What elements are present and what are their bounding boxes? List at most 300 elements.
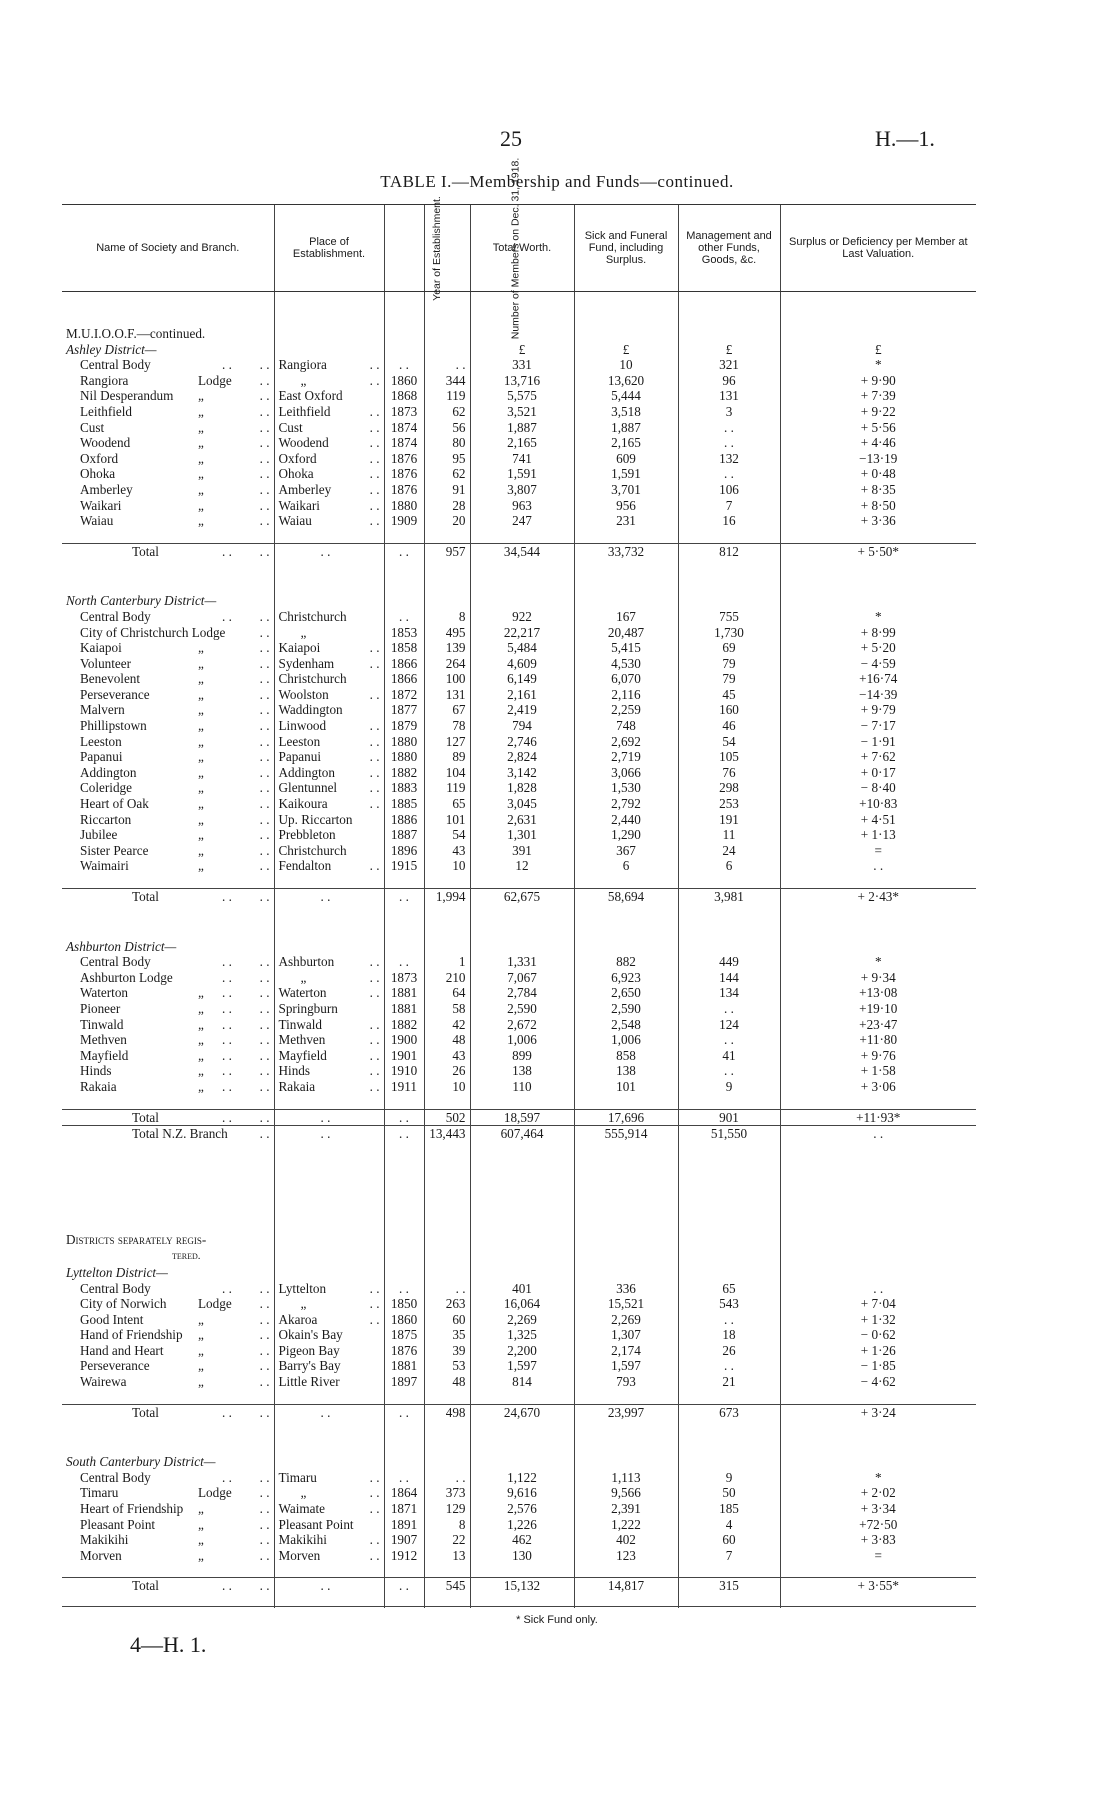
sick-fund-cell — [574, 1232, 678, 1248]
branch-name: Wairewa — [80, 1374, 127, 1390]
sick-fund-cell: 9,566 — [574, 1485, 678, 1501]
sick-fund-cell: 956 — [574, 498, 678, 514]
sick-fund-cell — [574, 939, 678, 955]
total-worth-cell: 794 — [470, 718, 574, 734]
place-name: Morven — [278, 1547, 321, 1563]
management-cell: 11 — [678, 827, 780, 843]
total-worth-cell: 462 — [470, 1532, 574, 1548]
spacer-cell — [470, 529, 574, 544]
total-worth-cell: 1,828 — [470, 780, 574, 796]
members-cell: 26 — [424, 1063, 470, 1079]
surplus-cell — [780, 1454, 976, 1470]
total-worth-cell — [470, 1265, 574, 1281]
table-row — [62, 1358, 976, 1374]
members-cell — [424, 939, 470, 955]
place-name: Waimate — [278, 1501, 326, 1517]
name-cell — [62, 357, 274, 373]
total-worth-cell: 2,631 — [470, 812, 574, 828]
total-worth-cell: 16,064 — [470, 1296, 574, 1312]
place-cell — [274, 1296, 384, 1312]
members-cell: 131 — [424, 687, 470, 703]
branch-name: Methven — [80, 1032, 127, 1048]
management-cell: 543 — [678, 1296, 780, 1312]
sick-fund-cell: 2,548 — [574, 1017, 678, 1033]
table-row — [62, 796, 976, 812]
management-cell: 41 — [678, 1048, 780, 1064]
name-cell — [62, 373, 274, 389]
total-worth-cell — [470, 1232, 574, 1248]
section-heading-row — [62, 342, 976, 358]
branch-name: Volunteer — [80, 655, 132, 671]
place-cell — [274, 466, 384, 482]
total-worth-cell: 18,597 — [470, 1109, 574, 1126]
header-row — [62, 205, 976, 292]
surplus-cell: + 5·56 — [780, 420, 976, 436]
place-name: . . — [320, 1404, 331, 1420]
year-cell: 1875 — [384, 1327, 424, 1343]
place-name: Papanui — [278, 749, 321, 765]
branch-name: tered. — [172, 1250, 201, 1263]
leader-dots: . . — [259, 749, 270, 765]
spacer-cell — [780, 1563, 976, 1578]
management-cell: 76 — [678, 765, 780, 781]
sick-fund-cell: 1,307 — [574, 1327, 678, 1343]
total-worth-cell: 2,746 — [470, 734, 574, 750]
sick-fund-cell: 2,440 — [574, 812, 678, 828]
surplus-cell: − 4·62 — [780, 1374, 976, 1390]
sick-fund-cell: 2,650 — [574, 985, 678, 1001]
lodge-marker: „ — [198, 1532, 204, 1548]
leader-dots: . . — [259, 388, 270, 404]
surplus-cell: + 1·26 — [780, 1343, 976, 1359]
members-cell: 62 — [424, 404, 470, 420]
leader-dots: . . — [259, 1485, 270, 1501]
leader-dots: . . — [222, 1578, 232, 1594]
management-cell — [678, 326, 780, 342]
spacer-cell — [274, 1095, 384, 1110]
leader-dots: . . — [369, 1078, 380, 1094]
spacer-cell — [62, 1563, 274, 1578]
sick-fund-cell: 609 — [574, 451, 678, 467]
members-cell: . . — [424, 1281, 470, 1297]
management-cell: 7 — [678, 498, 780, 514]
name-cell — [62, 1247, 274, 1265]
leader-dots: . . — [259, 954, 270, 970]
spacer-cell — [574, 529, 678, 544]
sick-fund-cell: 793 — [574, 1374, 678, 1390]
spacer-cell — [424, 1563, 470, 1578]
spacer-cell — [274, 1563, 384, 1578]
table-row — [62, 498, 976, 514]
name-cell — [62, 1001, 274, 1017]
management-cell: . . — [678, 1312, 780, 1328]
surplus-cell: + 3·83 — [780, 1532, 976, 1548]
branch-name: Riccarton — [80, 811, 132, 827]
sick-fund-cell: 402 — [574, 1532, 678, 1548]
surplus-cell: . . — [780, 858, 976, 874]
management-cell: 191 — [678, 812, 780, 828]
branch-name: Benevolent — [80, 671, 141, 687]
year-cell: 1874 — [384, 435, 424, 451]
leader-dots: . . — [369, 718, 380, 734]
place-name: Rangiora — [278, 357, 327, 373]
total-worth-cell — [470, 939, 574, 955]
lodge-marker: „ — [198, 827, 204, 843]
lodge-marker: „ — [198, 1342, 204, 1358]
lodge-marker: Lodge — [198, 372, 232, 388]
place-cell — [274, 1485, 384, 1501]
place-name: Christchurch — [278, 671, 347, 687]
year-cell: . . — [384, 609, 424, 625]
year-cell: 1876 — [384, 1343, 424, 1359]
members-cell: 89 — [424, 749, 470, 765]
table-row — [62, 1517, 976, 1533]
year-cell — [384, 939, 424, 955]
place-name: Methven — [278, 1032, 326, 1048]
branch-name: Leeston — [80, 733, 122, 749]
sick-fund-cell: 2,269 — [574, 1312, 678, 1328]
total-worth-cell: 963 — [470, 498, 574, 514]
place-name: Hinds — [278, 1063, 311, 1079]
name-cell — [62, 1454, 274, 1470]
year-cell: 1873 — [384, 970, 424, 986]
leader-dots: . . — [259, 1063, 270, 1079]
year-cell — [384, 1247, 424, 1265]
surplus-cell: + 3·06 — [780, 1079, 976, 1095]
leader-dots: . . — [259, 1404, 270, 1420]
spacer-cell — [424, 559, 470, 593]
leader-dots: . . — [259, 435, 270, 451]
place-name: Rakaia — [278, 1078, 316, 1094]
table-row — [62, 1532, 976, 1548]
surplus-cell: + 4·46 — [780, 435, 976, 451]
leader-dots: . . — [259, 1327, 270, 1343]
sick-fund-cell: 33,732 — [574, 543, 678, 559]
place-name: . . — [320, 889, 331, 904]
members-cell: 64 — [424, 985, 470, 1001]
sick-fund-cell: 123 — [574, 1548, 678, 1564]
spacer-cell — [62, 1142, 274, 1232]
year-cell: 1910 — [384, 1063, 424, 1079]
branch-name: North Canterbury District— — [66, 593, 217, 609]
leader-dots: . . — [222, 1063, 232, 1079]
place-name: Sydenham — [278, 655, 335, 671]
name-cell — [62, 1548, 274, 1564]
table-title: TABLE I.—Membership and Funds—continued. — [380, 172, 734, 191]
table-row — [62, 420, 976, 436]
table-row — [62, 827, 976, 843]
spacer-cell — [678, 1142, 780, 1232]
name-cell — [62, 543, 274, 559]
section-heading-row — [62, 1454, 976, 1470]
lodge-marker: „ — [198, 1047, 204, 1063]
place-name: Makikihi — [278, 1532, 327, 1548]
surplus-cell: * — [780, 954, 976, 970]
branch-name: Timaru — [80, 1485, 119, 1501]
leader-dots: . . — [222, 954, 232, 970]
spacer-row — [62, 1095, 976, 1110]
place-cell — [274, 656, 384, 672]
place-name: „ — [300, 624, 307, 640]
leader-dots: . . — [259, 1358, 270, 1374]
name-cell — [62, 1109, 274, 1126]
total-worth-cell: 4,609 — [470, 656, 574, 672]
surplus-cell: £ — [780, 342, 976, 358]
leader-dots: . . — [369, 481, 380, 497]
leader-dots: . . — [369, 1032, 380, 1048]
management-cell: . . — [678, 420, 780, 436]
spacer-cell — [424, 529, 470, 544]
table-row — [62, 1485, 976, 1501]
management-cell: 45 — [678, 687, 780, 703]
members-cell: 13 — [424, 1548, 470, 1564]
sick-fund-cell: 3,701 — [574, 482, 678, 498]
leader-dots: . . — [259, 1280, 270, 1296]
branch-name: Central Body — [80, 357, 151, 373]
year-cell: 1882 — [384, 765, 424, 781]
spacer-row — [62, 874, 976, 889]
place-cell — [274, 1232, 384, 1248]
place-cell — [274, 734, 384, 750]
place-name: Kaikoura — [278, 796, 328, 812]
place-cell — [274, 970, 384, 986]
spacer-cell — [424, 1420, 470, 1454]
year-cell: 1882 — [384, 1017, 424, 1033]
place-cell — [274, 373, 384, 389]
place-name: Pleasant Point — [278, 1516, 354, 1532]
name-cell — [62, 1470, 274, 1486]
table-row — [62, 451, 976, 467]
sick-fund-cell: 1,113 — [574, 1470, 678, 1486]
members-cell: 80 — [424, 435, 470, 451]
name-cell — [62, 827, 274, 843]
lodge-marker: „ — [198, 1000, 204, 1016]
branch-name: Morven — [80, 1547, 122, 1563]
name-cell — [62, 625, 274, 641]
leader-dots: . . — [259, 764, 270, 780]
total-worth-cell: 331 — [470, 357, 574, 373]
name-cell — [62, 1063, 274, 1079]
management-cell: . . — [678, 435, 780, 451]
branch-name: Rakaia — [80, 1078, 117, 1094]
members-cell: 119 — [424, 388, 470, 404]
leader-dots: . . — [259, 889, 270, 904]
management-cell: 18 — [678, 1327, 780, 1343]
surplus-cell: + 5·20 — [780, 640, 976, 656]
place-name: Mayfield — [278, 1047, 327, 1063]
management-cell: 185 — [678, 1501, 780, 1517]
members-cell — [424, 342, 470, 358]
place-cell — [274, 1578, 384, 1594]
table-row — [62, 1548, 976, 1564]
surplus-cell: * — [780, 357, 976, 373]
name-cell — [62, 1374, 274, 1390]
col-header-year — [384, 196, 443, 301]
lodge-marker: „ — [198, 1016, 204, 1032]
management-cell — [678, 939, 780, 955]
place-cell — [274, 889, 384, 905]
sick-fund-cell: 231 — [574, 513, 678, 529]
year-cell: 1886 — [384, 812, 424, 828]
leader-dots: . . — [369, 749, 380, 765]
sick-fund-cell — [574, 1265, 678, 1281]
lodge-marker: „ — [198, 403, 204, 419]
sick-fund-cell: 23,997 — [574, 1404, 678, 1420]
place-name: Ohoka — [278, 466, 314, 482]
spacer-cell — [470, 1142, 574, 1232]
surplus-cell: + 8·50 — [780, 498, 976, 514]
leader-dots: . . — [222, 1016, 232, 1032]
members-cell: 13,443 — [424, 1126, 470, 1142]
place-cell — [274, 1501, 384, 1517]
year-cell: 1866 — [384, 656, 424, 672]
spacer-cell — [470, 1420, 574, 1454]
sick-fund-cell: 15,521 — [574, 1296, 678, 1312]
total-worth-cell: 110 — [470, 1079, 574, 1095]
sick-fund-cell: 367 — [574, 843, 678, 859]
branch-name: Hand of Friendship — [80, 1327, 183, 1343]
place-name: „ — [300, 1485, 307, 1501]
total-worth-cell: 3,142 — [470, 765, 574, 781]
members-cell: 139 — [424, 640, 470, 656]
lodge-marker: „ — [198, 466, 204, 482]
leader-dots: . . — [222, 1109, 232, 1125]
sick-fund-cell: 2,165 — [574, 435, 678, 451]
year-cell: 1881 — [384, 1358, 424, 1374]
total-worth-cell: 24,670 — [470, 1404, 574, 1420]
table-row — [62, 1501, 976, 1517]
lodge-marker: „ — [198, 388, 204, 404]
leader-dots: . . — [369, 1547, 380, 1563]
leader-dots: . . — [259, 1000, 270, 1016]
place-name: Waikari — [278, 497, 320, 513]
spacer-cell — [424, 1390, 470, 1405]
place-cell — [274, 609, 384, 625]
lodge-marker: „ — [198, 671, 204, 687]
leader-dots: . . — [259, 497, 270, 513]
name-cell — [62, 1281, 274, 1297]
leader-dots: . . — [222, 1000, 232, 1016]
spacer-cell — [274, 292, 384, 327]
spacer-cell — [424, 1095, 470, 1110]
place-name: Tinwald — [278, 1016, 322, 1032]
table-row — [62, 435, 976, 451]
total-worth-cell — [470, 1454, 574, 1470]
sick-fund-cell: 2,719 — [574, 749, 678, 765]
lodge-marker: „ — [198, 640, 204, 656]
leader-dots: . . — [369, 450, 380, 466]
surplus-cell: +72·50 — [780, 1517, 976, 1533]
leader-dots: . . — [259, 780, 270, 796]
spacer-cell — [424, 1142, 470, 1232]
total-worth-cell: 1,301 — [470, 827, 574, 843]
members-cell: 54 — [424, 827, 470, 843]
management-cell: . . — [678, 1358, 780, 1374]
table-row — [62, 1017, 976, 1033]
total-worth-cell: 1,325 — [470, 1327, 574, 1343]
year-cell: 1880 — [384, 749, 424, 765]
surplus-cell: + 3·55* — [780, 1578, 976, 1594]
management-cell: . . — [678, 1001, 780, 1017]
surplus-cell: + 0·17 — [780, 765, 976, 781]
surplus-cell: + 5·50* — [780, 543, 976, 559]
place-cell — [274, 1063, 384, 1079]
place-cell — [274, 671, 384, 687]
members-cell: 210 — [424, 970, 470, 986]
lodge-marker: „ — [198, 435, 204, 451]
management-cell: 106 — [678, 482, 780, 498]
year-cell — [384, 1232, 424, 1248]
sick-fund-cell: £ — [574, 342, 678, 358]
place-cell — [274, 1281, 384, 1297]
spacer-cell — [274, 1390, 384, 1405]
total-worth-cell: 9,616 — [470, 1485, 574, 1501]
leader-dots: . . — [222, 608, 232, 624]
year-cell: . . — [384, 1126, 424, 1142]
place-name: Akaroa — [278, 1311, 318, 1327]
members-cell: 58 — [424, 1001, 470, 1017]
name-cell — [62, 609, 274, 625]
place-name: Christchurch — [278, 608, 347, 624]
year-cell: 1897 — [384, 1374, 424, 1390]
table-row — [62, 718, 976, 734]
management-cell — [678, 1232, 780, 1248]
members-cell — [424, 1247, 470, 1265]
leader-dots: . . — [369, 497, 380, 513]
year-cell: 1866 — [384, 671, 424, 687]
place-cell — [274, 1343, 384, 1359]
spacer-cell — [574, 1563, 678, 1578]
sick-fund-cell: 1,887 — [574, 420, 678, 436]
branch-name: Pioneer — [80, 1000, 121, 1016]
branch-name: Districts separately regis- — [66, 1231, 207, 1247]
place-name: Addington — [278, 764, 335, 780]
name-cell — [62, 1017, 274, 1033]
leader-dots: . . — [369, 1532, 380, 1548]
table-row — [62, 1343, 976, 1359]
spacer-cell — [574, 1420, 678, 1454]
surplus-cell: +19·10 — [780, 1001, 976, 1017]
surplus-cell: − 4·59 — [780, 656, 976, 672]
name-cell — [62, 1578, 274, 1594]
year-cell — [384, 593, 424, 609]
spacer-cell — [678, 1563, 780, 1578]
management-cell: £ — [678, 342, 780, 358]
members-cell: 60 — [424, 1312, 470, 1328]
branch-name: Leithfield — [80, 403, 132, 419]
place-name: Glentunnel — [278, 780, 338, 796]
management-cell: 60 — [678, 1532, 780, 1548]
leader-dots: . . — [369, 686, 380, 702]
leader-dots: . . — [369, 985, 380, 1001]
year-cell: . . — [384, 1404, 424, 1420]
name-cell — [62, 1079, 274, 1095]
leader-dots: . . — [259, 655, 270, 671]
sick-fund-cell: 2,174 — [574, 1343, 678, 1359]
surplus-cell: +10·83 — [780, 796, 976, 812]
spacer-cell — [470, 874, 574, 889]
members-cell: 263 — [424, 1296, 470, 1312]
members-cell: 1,994 — [424, 889, 470, 905]
members-cell: 91 — [424, 482, 470, 498]
members-cell — [424, 326, 470, 342]
members-cell: 373 — [424, 1485, 470, 1501]
surplus-cell: − 0·62 — [780, 1327, 976, 1343]
members-cell — [424, 1454, 470, 1470]
surplus-cell: . . — [780, 1126, 976, 1142]
surplus-cell: + 3·34 — [780, 1501, 976, 1517]
members-cell: 78 — [424, 718, 470, 734]
